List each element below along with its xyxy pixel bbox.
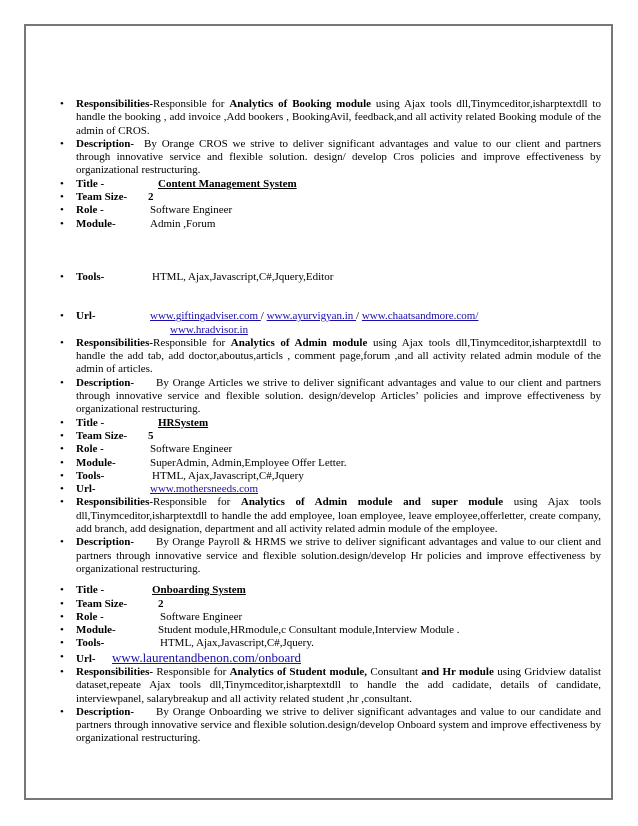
- url-link-hradvisor[interactable]: www.hradvisor.in: [170, 323, 249, 336]
- tools-item: • Tools- HTML, Ajax,Javascript,C#,Jquery: [60, 470, 601, 483]
- project-title: Onboarding System: [152, 584, 246, 597]
- team-size-item: • Team Size- 2: [60, 598, 601, 611]
- title-item: • Title - Content Management System: [60, 178, 601, 191]
- tools-item: • Tools- HTML, Ajax,Javascript,C#,Jquery.: [60, 637, 601, 650]
- url-link-giftingadviser[interactable]: www.giftingadviser.com: [150, 310, 261, 323]
- description-item: • Description- By Orange Onboarding we strive to deliver significant advantages and value to our candidate and partners through innovative service and flexible solution.design/develop Onboard system and improve effectiveness by organizational restructuring.: [60, 706, 601, 746]
- responsibilities-label: Responsibilities-: [76, 98, 154, 110]
- responsibilities-item: • Responsibilities-Responsible for Analytics of Booking module using Ajax tools dll,Tinymceditor,isharptextdll to handle the booking , add invoice ,Add bookers , BookingAvil, feedback,and all activity related Booking module of the admin of CROS.: [60, 98, 601, 138]
- team-size-item: • Team Size- 2: [60, 191, 601, 204]
- section-cms: [60, 178, 601, 417]
- role-item: • Role - Software Engineer: [60, 611, 601, 624]
- url-item: • Url- www.giftingadviser.com / www.ayurvigyan.in / www.chaatsandmore.com/ www.hradvisor.in: [60, 310, 601, 337]
- project-title: HRSystem: [158, 416, 209, 429]
- description-item: • Description- By Orange Articles we strive to deliver significant advantages and value to our client and partners through innovative service and flexible solution. design/develop Articles’ policies and improve effectiveness by organizational restructuring.: [60, 377, 601, 417]
- project-title: Content Management System: [158, 177, 297, 190]
- module-item: • Module- Student module,HRmodule,c Consultant module,Interview Module .: [60, 624, 601, 637]
- module-item: • Module- SuperAdmin, Admin,Employee Offer Letter.: [60, 457, 601, 470]
- url-item: • Url- www.mothersneeds.com: [60, 483, 601, 496]
- description-item: • Description- By Orange Payroll & HRMS we strive to deliver significant advantages and value to our client and partners through innovative service and flexible solution.design/develop Hr policies and improve effectiveness by organizational restructuring.: [60, 536, 601, 576]
- tools-item: • Tools- HTML, Ajax,Javascript,C#,Jquery,Editor: [60, 271, 601, 284]
- responsibilities-item: • Responsibilities-Responsible for Analytics of Admin module and super module using Ajax tools dll,Tinymceditor,isharptextdll to handle the add employee, loan employee, leave employee,offerletter, create company, add branch, add designation, department and all activity related admin module of the employee.: [60, 496, 601, 536]
- description-label: Description-: [76, 137, 135, 150]
- description-item: • Description- By Orange CROS we strive to deliver significant advantages and value to our client and partners through innovative service and flexible solution. design/ develop Cros policies and improve effectiveness by organizational restructuring.: [60, 138, 601, 178]
- title-item: • Title - Onboarding System: [60, 584, 601, 597]
- responsibilities-item: • Responsibilities- Responsible for Analytics of Student module, Consultant and Hr module using Gridview datalist dataset,repeate Ajax tools dll,Tinymceditor,isharptextdll to handle the add cadidate, details of candidate, interviewpanel, salarybreakup and all activity related student ,hr ,consultant.: [60, 666, 601, 706]
- role-item: • Role - Software Engineer: [60, 443, 601, 456]
- section-onboarding: [60, 584, 601, 746]
- role-item: • Role - Software Engineer: [60, 204, 601, 217]
- title-item: • Title - HRSystem: [60, 417, 601, 430]
- url-link-laurentandbenon[interactable]: www.laurentandbenon.com/onboard: [112, 649, 302, 665]
- module-item: • Module- Admin ,Forum: [60, 218, 601, 231]
- section-cros: [60, 98, 601, 178]
- responsibilities-item: • Responsibilities-Responsible for Analytics of Admin module using Ajax tools dll,Tinymceditor,isharptextdll to handle the add tab, add doctor,aboutus,articls , comment page,forum ,and all activity related admin module of the admin of articles.: [60, 337, 601, 377]
- team-size-item: • Team Size- 5: [60, 430, 601, 443]
- url-link-ayurvigyan[interactable]: www.ayurvigyan.in: [266, 310, 357, 323]
- resume-document: [60, 98, 601, 746]
- url-link-mothersneeds[interactable]: www.mothersneeds.com: [150, 483, 259, 496]
- section-hrsystem: [60, 417, 601, 577]
- url-item: • Url- www.laurentandbenon.com/onboard: [60, 651, 601, 666]
- url-link-chaatsandmore[interactable]: www.chaatsandmore.com/: [361, 310, 479, 323]
